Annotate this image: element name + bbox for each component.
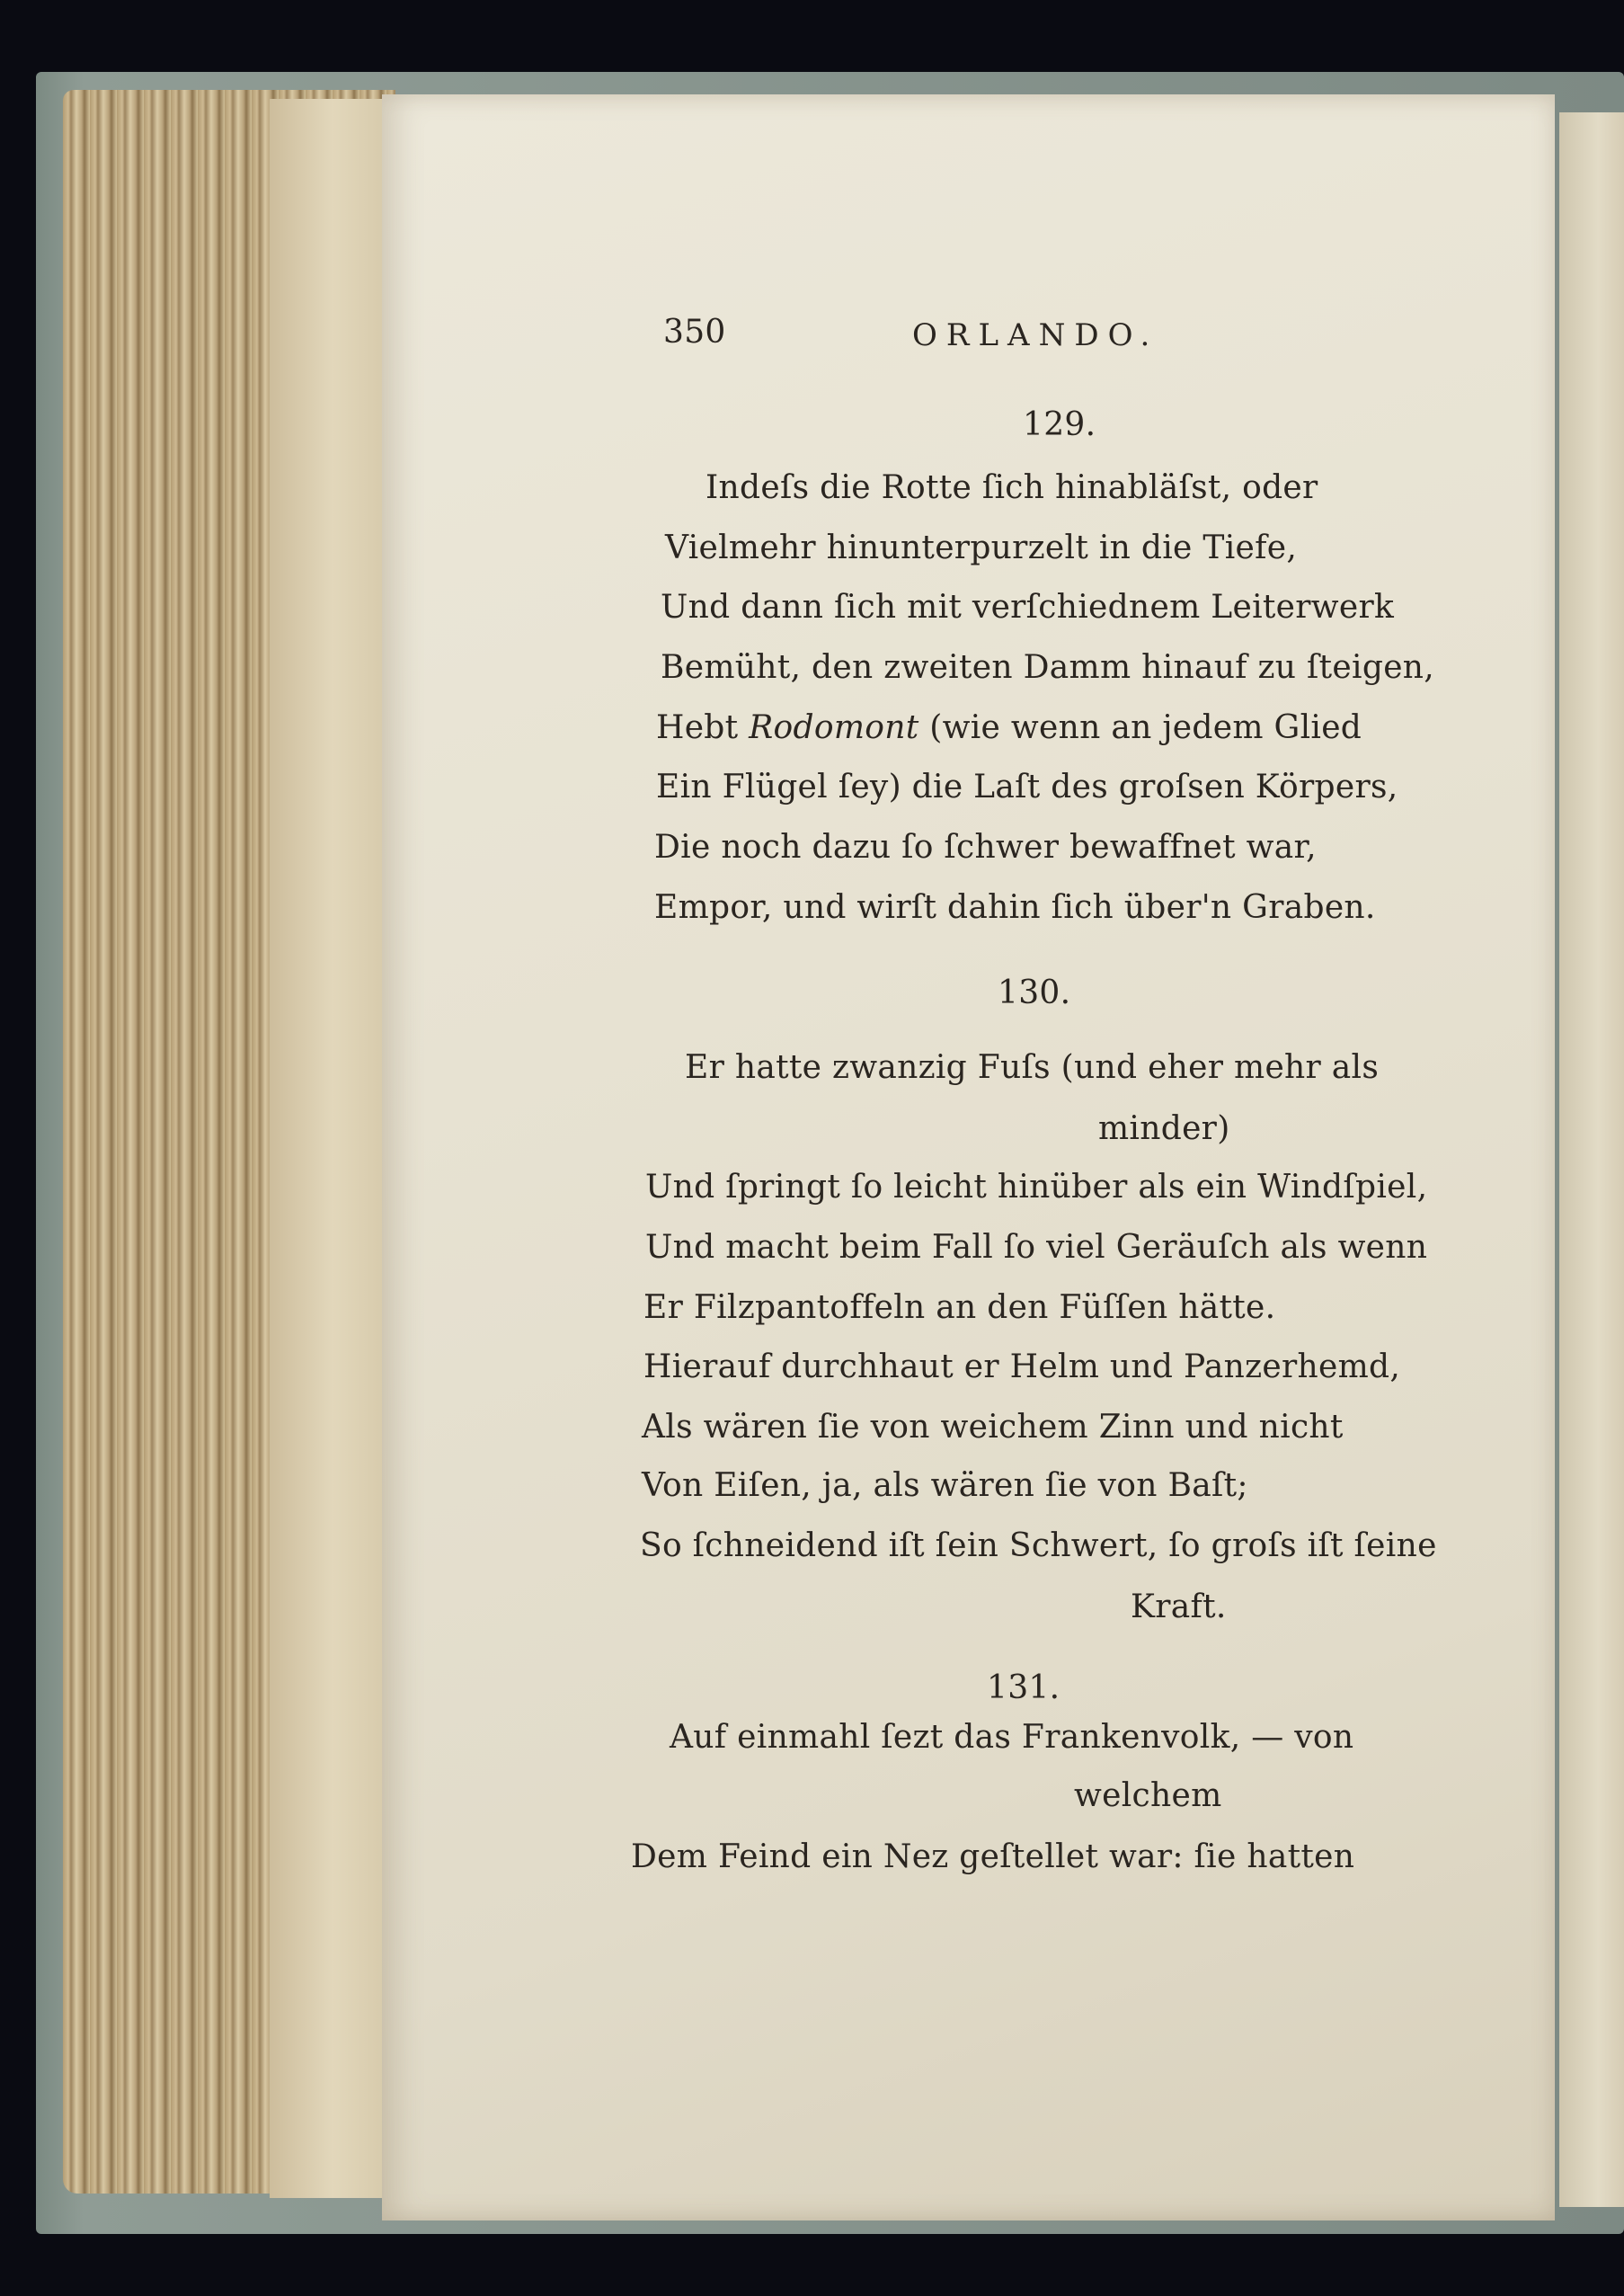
- verse-line: Und macht beim Fall ſo viel Geräuſch als wenn: [645, 1229, 1428, 1266]
- verse-line: Er Filzpantoffeln an den Füſſen hätte.: [643, 1289, 1276, 1326]
- verse-line: Kraft.: [1131, 1589, 1227, 1625]
- running-head: ORLANDO.: [912, 317, 1159, 353]
- verse-line: Dem Feind ein Nez geſtellet war: ſie hatten: [631, 1838, 1355, 1875]
- verse-line: So ſchneidend iſt ſein Schwert, ſo groſs iſt ſeine: [640, 1527, 1437, 1564]
- stanza-number: 131.: [987, 1669, 1060, 1706]
- verse-line: Vielmehr hinunterpurzelt in die Tiefe,: [665, 530, 1298, 566]
- verse-line-end: (wie wenn an jedem Glied: [918, 709, 1362, 746]
- verse-line: Er hatte zwanzig Fuſs (und eher mehr als: [685, 1049, 1380, 1086]
- verse-line: Als wären ſie von weichem Zinn und nicht: [642, 1409, 1344, 1446]
- verse-line: Hierauf durchhaut er Helm und Panzerhemd,: [643, 1348, 1401, 1385]
- stanza-number: 130.: [998, 974, 1071, 1011]
- verse-line-start: Hebt: [656, 709, 750, 746]
- verse-line: Bemüht, den zweiten Damm hinauf zu ſteigen,: [661, 649, 1435, 686]
- verse-line: Empor, und wirſt dahin ſich über'n Graben.: [654, 889, 1376, 926]
- page-number: 350: [663, 314, 726, 351]
- verse-line: Und ſpringt ſo leicht hinüber als ein Windſpiel,: [645, 1169, 1428, 1206]
- verse-line: Indeſs die Rotte ſich hinabläſst, oder: [706, 469, 1318, 506]
- stanza-number: 129.: [1023, 406, 1096, 443]
- verse-line: [656, 709, 1362, 746]
- verse-line: welchem: [1074, 1777, 1222, 1814]
- book-page: [382, 94, 1555, 2220]
- verse-line: Und dann ſich mit verſchiednem Leiterwerk: [661, 589, 1395, 626]
- verse-line: Auf einmahl ſezt das Frankenvolk, — von: [670, 1719, 1354, 1756]
- italic-name: Rodomont: [749, 709, 919, 746]
- verse-line: Von Eiſen, ja, als wären ſie von Baſt;: [642, 1467, 1248, 1504]
- page-edges-inner: [270, 99, 395, 2198]
- verse-line: Ein Flügel ſey) die Laſt des groſsen Körpers,: [656, 769, 1398, 805]
- verse-line: minder): [1098, 1110, 1230, 1147]
- verse-line: Die noch dazu ſo ſchwer bewaffnet war,: [654, 829, 1317, 866]
- facing-page-edge: [1559, 112, 1624, 2207]
